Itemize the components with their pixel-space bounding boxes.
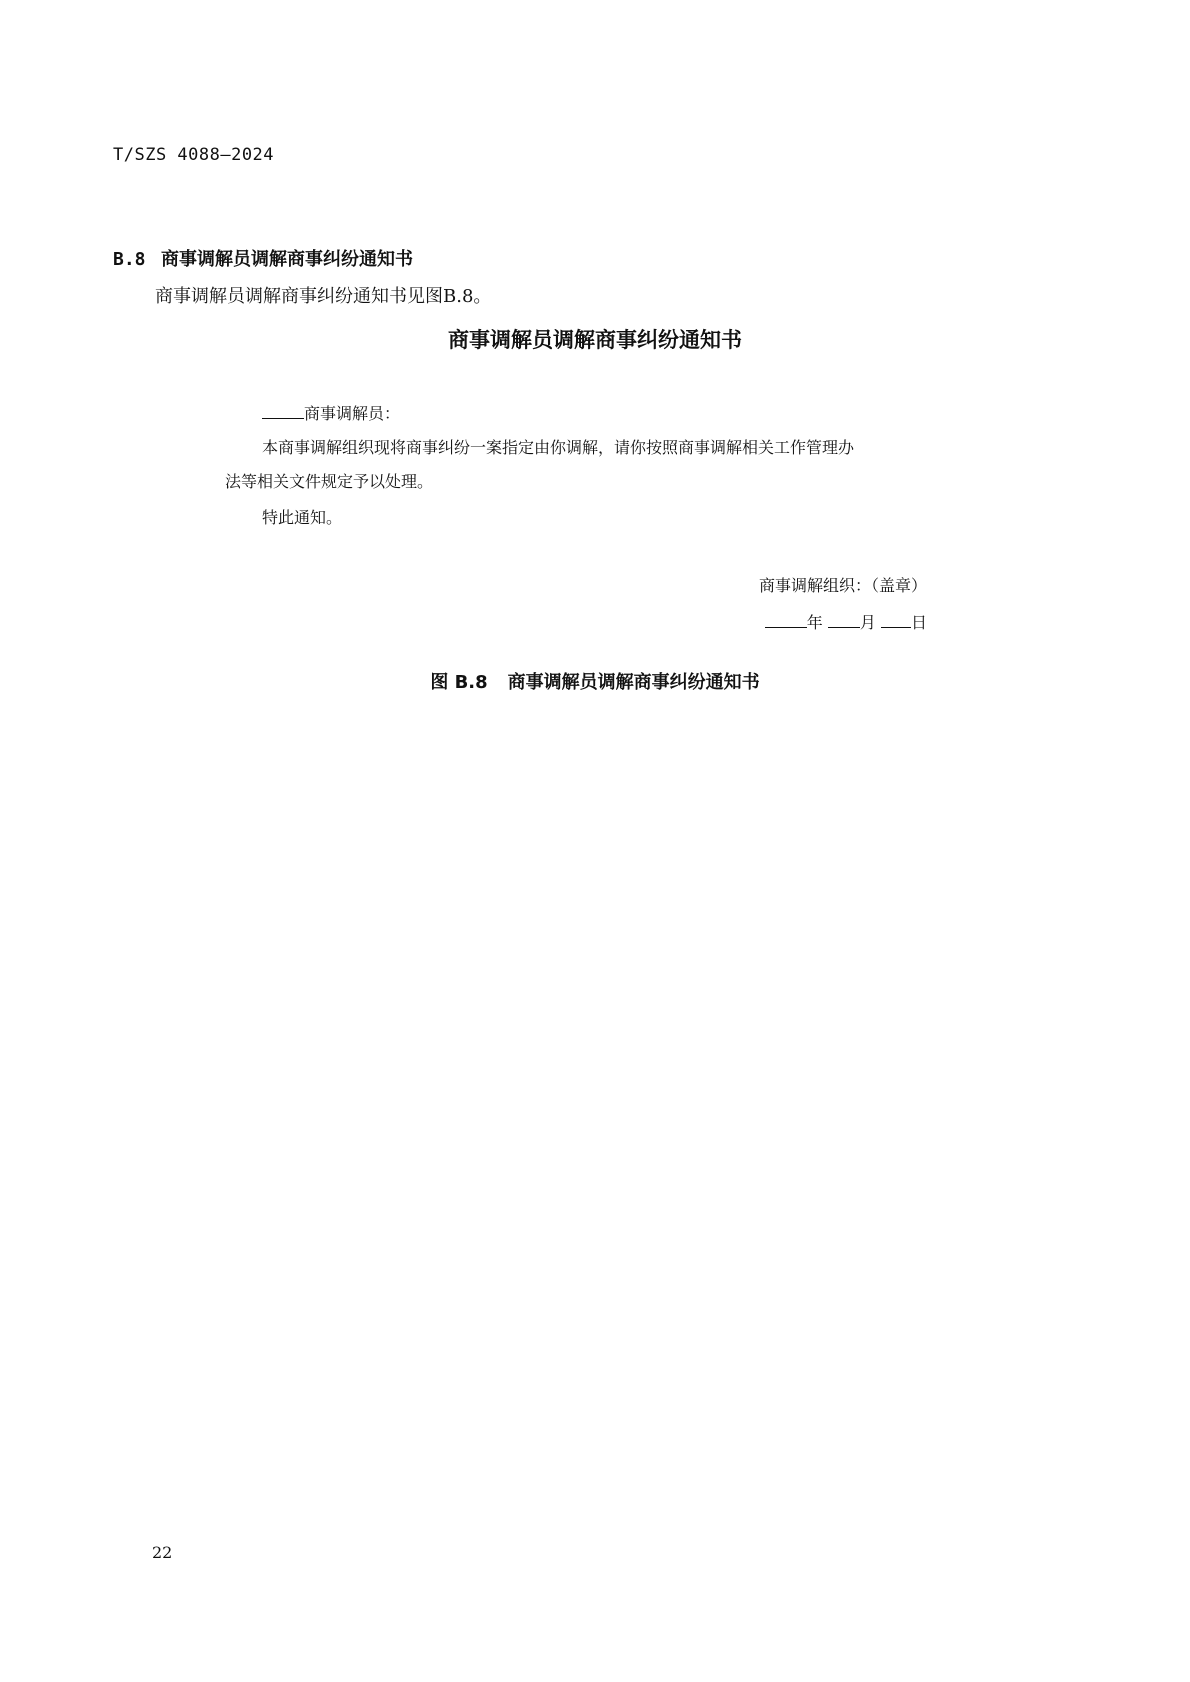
page-number: 22 — [152, 1543, 173, 1562]
form-body-line-2: 法等相关文件规定予以处理。 — [225, 472, 434, 491]
date-year-label: 年 — [806, 613, 823, 632]
date-year-blank — [765, 611, 807, 628]
date-month-blank — [828, 611, 860, 628]
figure-label: 图 B.8 — [430, 672, 488, 693]
standard-number: T/SZS 4088—2024 — [113, 145, 275, 165]
addressee-name-blank — [262, 402, 304, 419]
form-date — [765, 610, 927, 633]
figure-caption — [0, 668, 1190, 694]
addressee-label: 商事调解员： — [304, 404, 401, 423]
section-title: 商事调解员调解商事纠纷通知书 — [161, 249, 413, 270]
date-day-label: 日 — [910, 613, 927, 632]
section-intro: 商事调解员调解商事纠纷通知书见图B.8。 — [155, 286, 492, 307]
date-month-label: 月 — [859, 613, 876, 632]
form-addressee — [262, 401, 400, 424]
form-signature: 商事调解组织：（盖章） — [758, 576, 927, 595]
figure-caption-text: 商事调解员调解商事纠纷通知书 — [507, 672, 760, 693]
section-heading — [113, 245, 413, 271]
form-title: 商事调解员调解商事纠纷通知书 — [448, 328, 742, 352]
form-closing: 特此通知。 — [262, 508, 343, 527]
section-number: B.8 — [113, 249, 146, 270]
date-day-blank — [881, 611, 911, 628]
form-body-line-1: 本商事调解组织现将商事纠纷一案指定由你调解，请你按照商事调解相关工作管理办 — [262, 438, 855, 457]
